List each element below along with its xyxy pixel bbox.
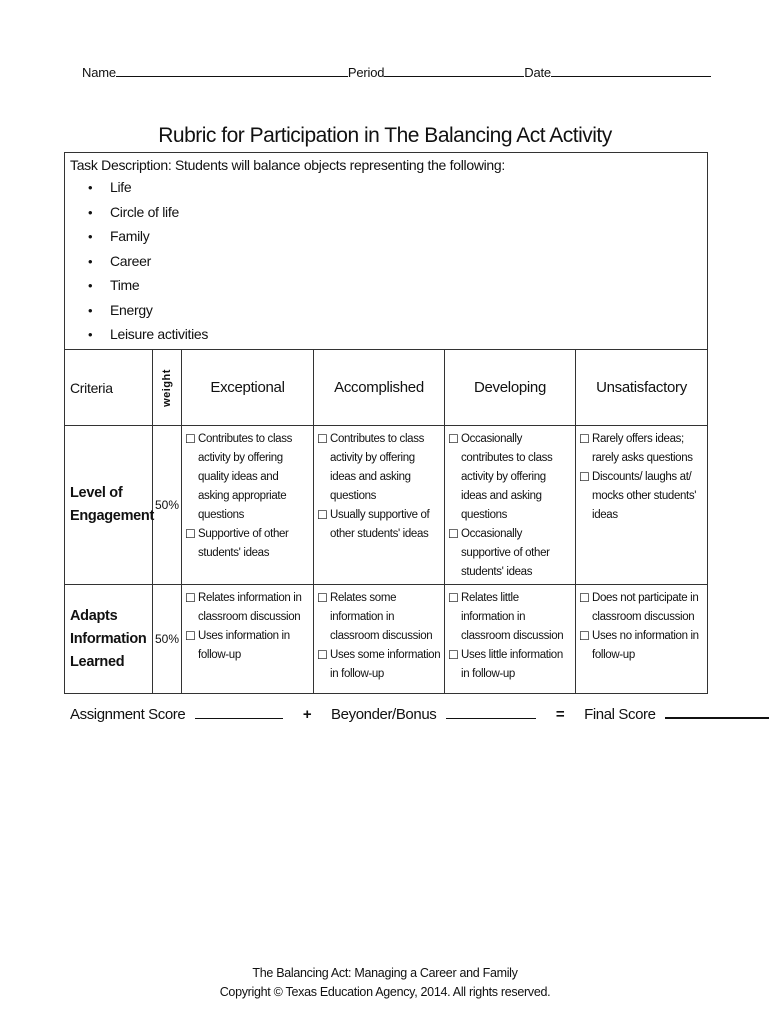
checkbox[interactable]: ☐	[579, 432, 590, 446]
cell-adapts-unsatisfactory	[576, 585, 708, 694]
footer-copyright: Copyright © Texas Education Agency, 2014. All rights reserved.	[219, 985, 551, 999]
criterion-text: Uses little information in follow-up	[461, 649, 563, 680]
rubric-table	[64, 152, 708, 694]
table-row	[65, 585, 708, 694]
checkbox[interactable]: ☐	[185, 432, 196, 446]
criterion-text: Does not participate in classroom discussion	[592, 592, 699, 623]
list-item: • Life	[88, 177, 707, 202]
cell-adapts-developing	[445, 585, 576, 694]
task-description-row	[65, 153, 708, 350]
cell-adapts-accomplished	[314, 585, 445, 694]
list-item: • Time	[88, 275, 707, 300]
cell-engagement-accomplished	[314, 426, 445, 585]
checkbox[interactable]: ☐	[579, 629, 590, 643]
level-header-exceptional: Exceptional	[182, 350, 314, 426]
criterion-text: Relates some information in classroom discussion	[330, 592, 433, 642]
checkbox[interactable]: ☐	[317, 648, 328, 662]
task-item-list	[70, 177, 707, 349]
checkbox[interactable]: ☐	[448, 591, 459, 605]
checkbox[interactable]: ☐	[317, 432, 328, 446]
student-info-line	[82, 62, 702, 80]
checkbox[interactable]: ☐	[579, 591, 590, 605]
checkbox[interactable]: ☐	[185, 591, 196, 605]
criterion-engagement: Level of Engagement	[65, 426, 153, 585]
criterion-text: Contributes to class activity by offering ideas and asking questions	[330, 433, 424, 502]
bonus-blank[interactable]	[446, 704, 536, 719]
list-item: • Family	[88, 226, 707, 251]
list-item: • Circle of life	[88, 202, 707, 227]
criteria-header: Criteria	[65, 350, 153, 426]
checkbox[interactable]: ☐	[185, 629, 196, 643]
final-score-label: Final Score	[584, 706, 656, 723]
criterion-text: Uses information in follow-up	[198, 630, 290, 661]
criterion-text: Usually supportive of other students' ideas	[330, 509, 430, 540]
criterion-text: Relates information in classroom discussion	[198, 592, 302, 623]
criterion-text: Uses some information in follow-up	[330, 649, 441, 680]
task-description-label: Task Description:	[70, 157, 172, 173]
table-row	[65, 426, 708, 585]
checkbox[interactable]: ☐	[448, 648, 459, 662]
checkbox[interactable]: ☐	[317, 591, 328, 605]
cell-adapts-exceptional	[182, 585, 314, 694]
footer-title: The Balancing Act: Managing a Career and Family	[252, 966, 518, 980]
final-score-blank[interactable]	[665, 703, 769, 719]
checkbox[interactable]: ☐	[448, 527, 459, 541]
task-description-cell	[65, 153, 708, 350]
cell-engagement-unsatisfactory	[576, 426, 708, 585]
criterion-adapts-information: Adapts Information Learned	[65, 585, 153, 694]
criterion-text: Supportive of other students' ideas	[198, 528, 289, 559]
equals-sign: =	[555, 706, 565, 723]
checkbox[interactable]: ☐	[185, 527, 196, 541]
list-item: • Leisure activities	[88, 324, 707, 349]
task-description-text: Students will balance objects representing the following:	[175, 157, 505, 173]
checkbox[interactable]: ☐	[448, 432, 459, 446]
page-title: Rubric for Participation in The Balancing Act Activity	[158, 124, 612, 147]
period-label: Period	[347, 65, 385, 80]
bonus-label: Beyonder/Bonus	[331, 706, 437, 723]
cell-engagement-developing	[445, 426, 576, 585]
checkbox[interactable]: ☐	[317, 508, 328, 522]
assignment-score-label: Assignment Score	[70, 706, 186, 723]
period-blank[interactable]	[384, 62, 524, 77]
table-header-row	[65, 350, 708, 426]
footer	[0, 964, 770, 1002]
cell-engagement-exceptional	[182, 426, 314, 585]
criterion-text: Rarely offers ideas; rarely asks questions	[592, 433, 693, 464]
weight-header: weight	[161, 368, 173, 407]
criterion-text: Occasionally supportive of other students' ideas	[461, 528, 550, 578]
criterion-text: Uses no information in follow-up	[592, 630, 699, 661]
date-label: Date	[524, 65, 551, 80]
name-blank[interactable]	[116, 62, 348, 77]
score-line	[70, 703, 710, 723]
plus-sign: +	[302, 706, 312, 723]
list-item: • Career	[88, 251, 707, 276]
level-header-accomplished: Accomplished	[314, 350, 445, 426]
checkbox[interactable]: ☐	[579, 470, 590, 484]
level-header-unsatisfactory: Unsatisfactory	[576, 350, 708, 426]
criterion-text: Occasionally contributes to class activity by offering ideas and asking questions	[461, 433, 553, 521]
criterion-text: Discounts/ laughs at/ mocks other students' ideas	[592, 471, 697, 521]
criterion-text: Contributes to class activity by offering quality ideas and asking appropriate questions	[198, 433, 292, 521]
assignment-score-blank[interactable]	[195, 704, 283, 719]
list-item: • Energy	[88, 300, 707, 325]
date-blank[interactable]	[551, 62, 711, 77]
weight-engagement: 50%	[153, 426, 182, 585]
weight-header-cell	[153, 350, 182, 426]
level-header-developing: Developing	[445, 350, 576, 426]
name-label: Name	[82, 65, 116, 80]
criterion-text: Relates little information in classroom discussion	[461, 592, 564, 642]
weight-adapts-information: 50%	[153, 585, 182, 694]
